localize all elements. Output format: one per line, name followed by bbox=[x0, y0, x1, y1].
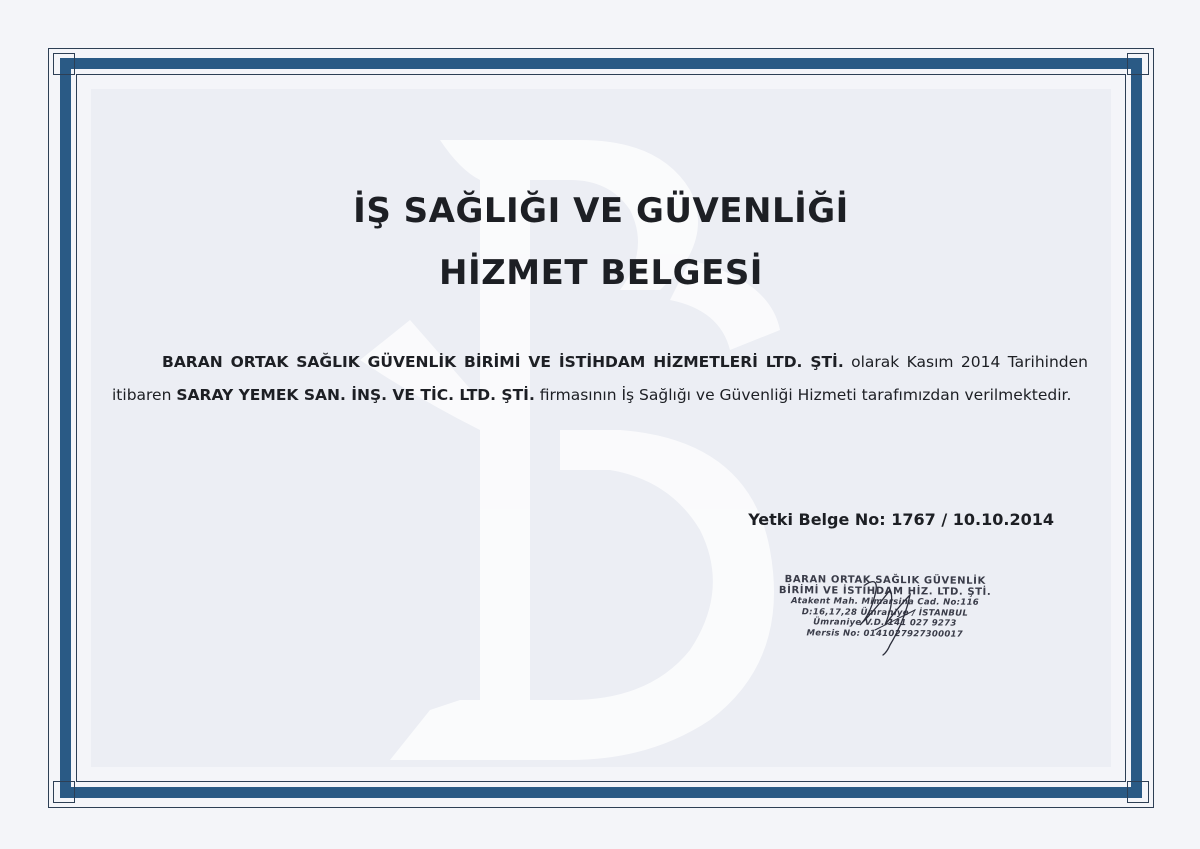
statement-part-1: olarak Kasım 2014 Tarihinden itibaren bbox=[112, 353, 1088, 404]
certificate-title bbox=[91, 180, 1111, 304]
frame-corner-top-right bbox=[1127, 53, 1149, 75]
stamp-line-1: BARAN ORTAK SAĞLIK GÜVENLİK bbox=[784, 574, 986, 587]
title-line-2: HİZMET BELGESİ bbox=[439, 253, 763, 293]
provider-name: BARAN ORTAK SAĞLIK GÜVENLİK BİRİMİ VE İSTİHDAM HİZMETLERİ LTD. ŞTİ. bbox=[162, 353, 844, 371]
signature bbox=[845, 570, 935, 660]
stamp-line-3: Atakent Mah. Mimarsina Cad. No:116 bbox=[791, 596, 980, 608]
frame-corner-bottom-left bbox=[53, 781, 75, 803]
stamp-line-6: Mersis No: 0141027927300017 bbox=[806, 627, 964, 640]
certificate-statement bbox=[112, 346, 1088, 412]
frame-corner-top-left bbox=[53, 53, 75, 75]
frame-corner-bottom-right bbox=[1127, 781, 1149, 803]
license-number: Yetki Belge No: 1767 / 10.10.2014 bbox=[748, 510, 1054, 529]
statement-part-2: firmasının İş Sağlığı ve Güvenliği Hizmeti tarafımızdan verilmektedir. bbox=[534, 386, 1072, 404]
client-name: SARAY YEMEK SAN. İNŞ. VE TİC. LTD. ŞTİ. bbox=[176, 386, 535, 404]
stamp-line-2: BİRİMİ VE İSTİHDAM HİZ. LTD. ŞTİ. bbox=[778, 585, 992, 598]
stamp-line-4: D:16,17,28 Ümraniye / İSTANBUL bbox=[801, 606, 969, 619]
stamp-line-5: Ümraniye V.D. 141 027 9273 bbox=[813, 617, 957, 629]
title-line-1: İŞ SAĞLIĞI VE GÜVENLİĞİ bbox=[353, 191, 849, 231]
